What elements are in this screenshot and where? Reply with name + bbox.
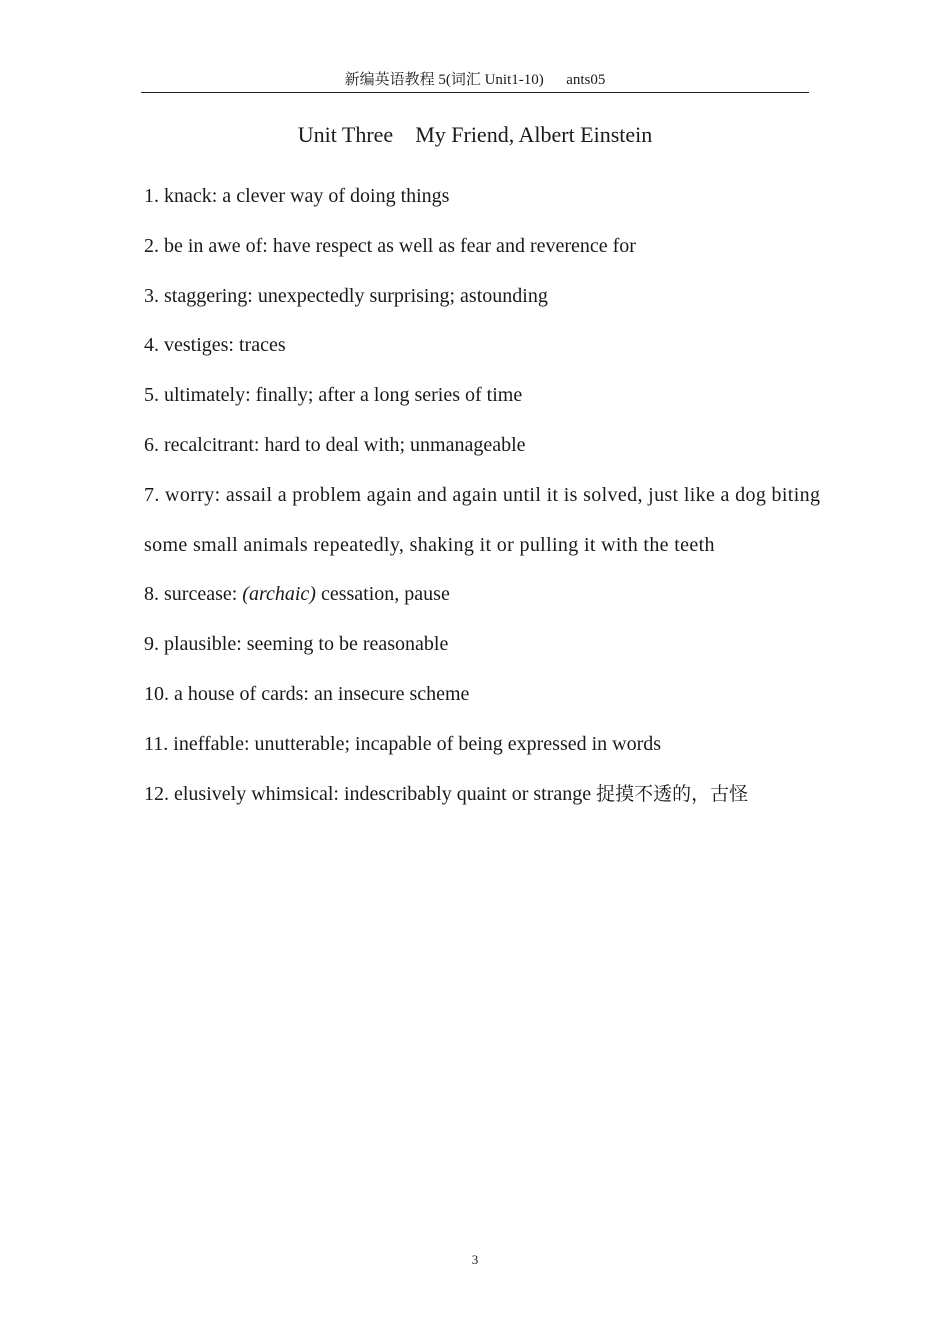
vocab-entry-7: 7. worry: assail a problem again and again until it is solved, just like a dog biting some small animals repeatedly, shaking it or pulling it with the teeth — [144, 483, 821, 556]
vocab-entry-4: 4. vestiges: traces — [144, 334, 286, 357]
vocab-entry-8-term: 8. surcease: — [144, 583, 243, 606]
vocab-entry-12-definition: 12. elusively whimsical: indescribably quaint or strange — [144, 782, 597, 805]
running-header: 新编英语教程 5(词汇 Unit1-10) ants05 — [141, 70, 809, 93]
vocab-entry-8-definition: cessation, pause — [315, 583, 450, 606]
vocab-entry-1: 1. knack: a clever way of doing things — [144, 185, 450, 207]
vocab-entry-9: 9. plausible: seeming to be reasonable — [144, 633, 449, 656]
vocab-entry-2: 2. be in awe of: have respect as well as fear and reverence for — [144, 234, 636, 257]
vocab-entry-10: 10. a house of cards: an insecure scheme — [144, 682, 470, 705]
vocab-entry-5: 5. ultimately: finally; after a long series of time — [144, 384, 523, 407]
vocabulary-list — [144, 172, 844, 819]
vocab-entry-8 — [144, 570, 844, 620]
vocab-entry-12 — [144, 770, 844, 820]
page-number: 3 — [471, 1252, 479, 1267]
unit-title: Unit Three My Friend, Albert Einstein — [297, 122, 653, 147]
vocab-entry-12-chinese-gloss: 捉摸不透的，古怪 — [596, 782, 749, 805]
vocab-entry-8-usage-note: (archaic) — [242, 583, 316, 606]
vocab-entry-11: 11. ineffable: unutterable; incapable of being expressed in words — [144, 732, 662, 755]
vocab-entry-6: 6. recalcitrant: hard to deal with; unmanageable — [144, 433, 526, 456]
vocab-entry-3: 3. staggering: unexpectedly surprising; astounding — [144, 284, 548, 307]
